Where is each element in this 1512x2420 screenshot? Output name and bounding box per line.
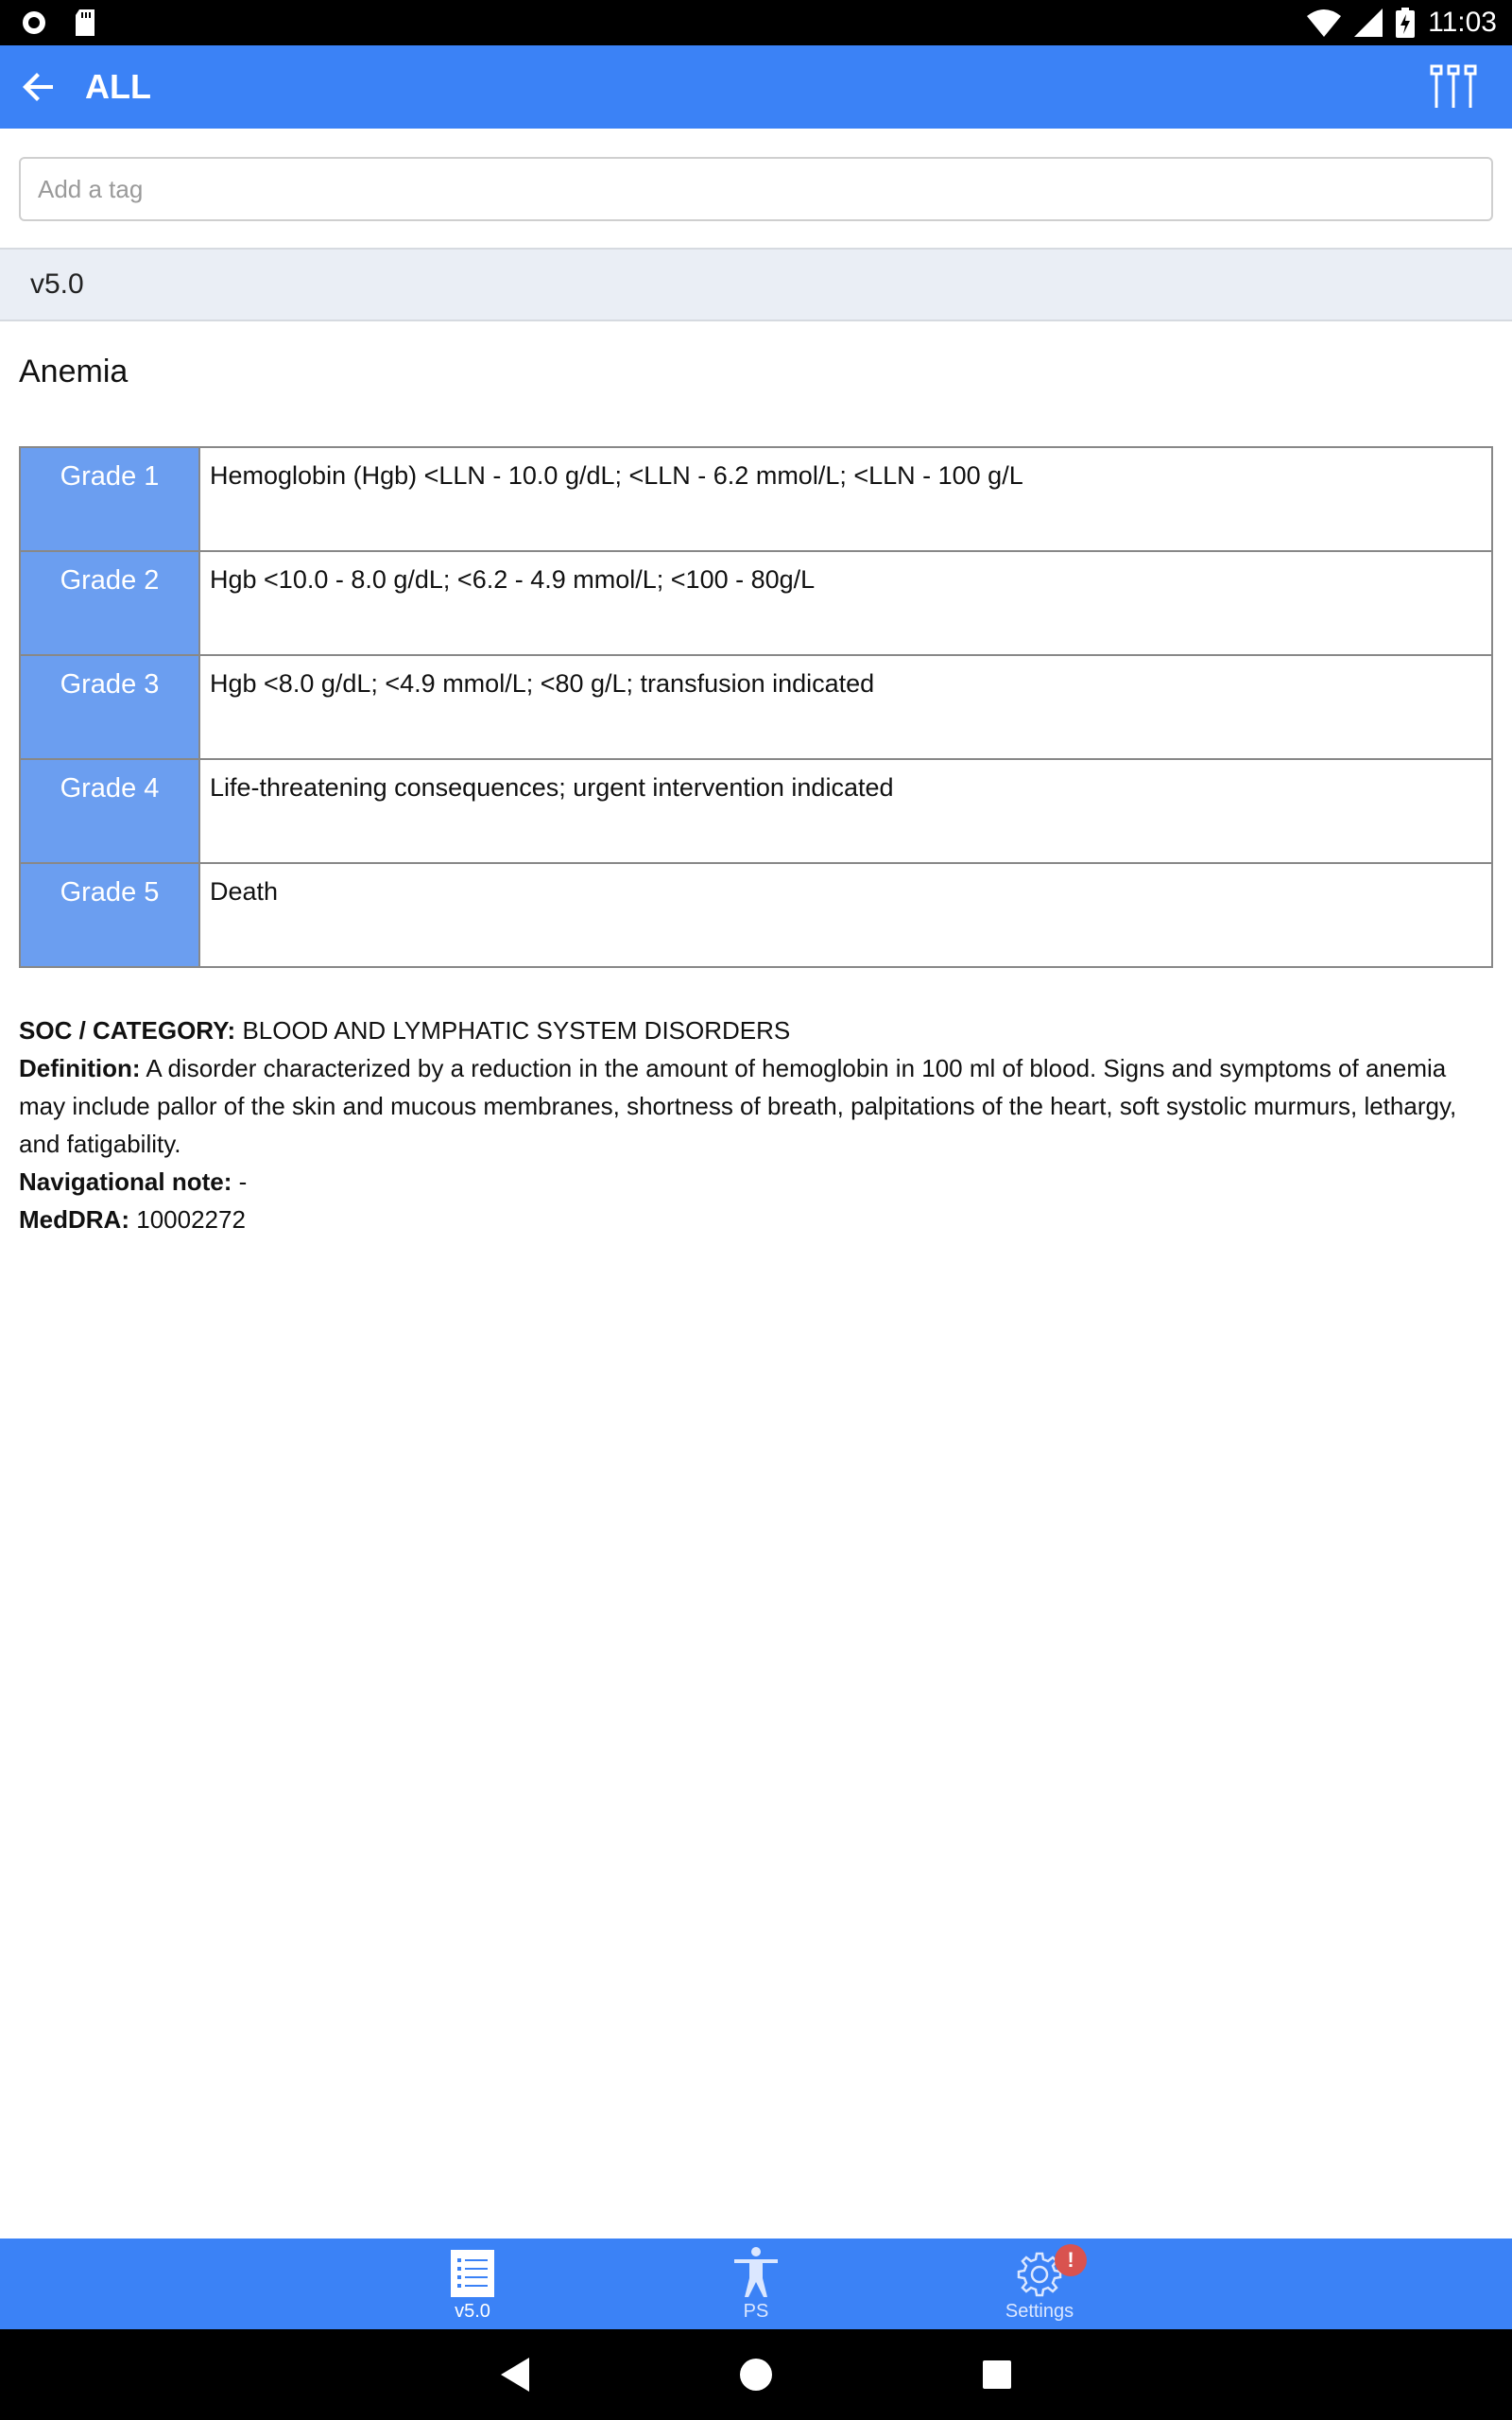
definition-label: Definition: xyxy=(19,1054,141,1082)
sd-card-icon xyxy=(74,9,96,36)
circle-icon xyxy=(21,9,47,36)
wifi-icon xyxy=(1307,9,1341,37)
status-bar xyxy=(0,0,1512,45)
signal-icon xyxy=(1354,9,1383,37)
nav-label: Settings xyxy=(1005,2301,1074,2322)
nav-label: PS xyxy=(743,2301,769,2322)
soc-label: SOC / CATEGORY: xyxy=(19,1016,236,1045)
nav-note-label: Navigational note: xyxy=(19,1167,232,1196)
grade-description: Hgb <10.0 - 8.0 g/dL; <6.2 - 4.9 mmol/L; <100 - 80g/L xyxy=(199,551,1492,655)
bottom-nav xyxy=(0,2238,1512,2329)
meddra-label: MedDRA: xyxy=(19,1205,129,1234)
table-row xyxy=(20,551,1492,655)
list-icon xyxy=(449,2246,496,2299)
nav-item-settings[interactable] xyxy=(898,2238,1181,2329)
term-details xyxy=(19,1011,1493,1238)
term-title: Anemia xyxy=(19,354,129,389)
nav-note-line xyxy=(19,1163,1493,1201)
notification-badge: ! xyxy=(1055,2244,1087,2276)
grades-table xyxy=(19,446,1493,968)
grade-label: Grade 1 xyxy=(20,447,199,551)
definition-line xyxy=(19,1049,1493,1163)
version-label: v5.0 xyxy=(30,268,84,300)
app-bar xyxy=(0,45,1512,129)
back-triangle-icon[interactable] xyxy=(493,2352,539,2397)
battery-charging-icon xyxy=(1396,8,1415,38)
status-time: 11:03 xyxy=(1428,7,1497,38)
grade-label: Grade 5 xyxy=(20,863,199,967)
recents-square-icon[interactable] xyxy=(974,2352,1020,2397)
grade-description: Death xyxy=(199,863,1492,967)
tag-input[interactable] xyxy=(19,157,1493,221)
person-icon xyxy=(732,2246,780,2299)
table-row xyxy=(20,447,1492,551)
arrow-left-icon[interactable] xyxy=(19,66,60,108)
grade-description: Hemoglobin (Hgb) <LLN - 10.0 g/dL; <LLN - 6.2 mmol/L; <LLN - 100 g/L xyxy=(199,447,1492,551)
page-title: ALL xyxy=(85,67,151,106)
system-nav-bar xyxy=(0,2329,1512,2420)
nav-label: v5.0 xyxy=(455,2301,490,2322)
tag-input-wrapper xyxy=(19,157,1493,221)
table-row xyxy=(20,863,1492,967)
grade-label: Grade 4 xyxy=(20,759,199,863)
soc-line xyxy=(19,1011,1493,1049)
grade-description: Hgb <8.0 g/dL; <4.9 mmol/L; <80 g/L; transfusion indicated xyxy=(199,655,1492,759)
home-circle-icon[interactable] xyxy=(733,2352,779,2397)
table-row xyxy=(20,759,1492,863)
soc-value: BLOOD AND LYMPHATIC SYSTEM DISORDERS xyxy=(242,1016,791,1045)
table-row xyxy=(20,655,1492,759)
nav-item-ps[interactable] xyxy=(614,2238,898,2329)
definition-value: A disorder characterized by a reduction in the amount of hemoglobin in 100 ml of blood. Signs and symptoms of anemia may include pallor of the skin and mucous membranes, shortness of breath, palpitations of the heart, soft systolic murmurs, lethargy, and fatigability. xyxy=(19,1054,1457,1158)
nav-item-v5[interactable] xyxy=(331,2238,614,2329)
nav-note-value: - xyxy=(238,1167,248,1196)
grade-label: Grade 2 xyxy=(20,551,199,655)
meddra-value: 10002272 xyxy=(136,1205,246,1234)
grade-description: Life-threatening consequences; urgent intervention indicated xyxy=(199,759,1492,863)
version-header xyxy=(0,248,1512,321)
sliders-icon[interactable] xyxy=(1429,62,1478,112)
meddra-line xyxy=(19,1201,1493,1238)
grade-label: Grade 3 xyxy=(20,655,199,759)
